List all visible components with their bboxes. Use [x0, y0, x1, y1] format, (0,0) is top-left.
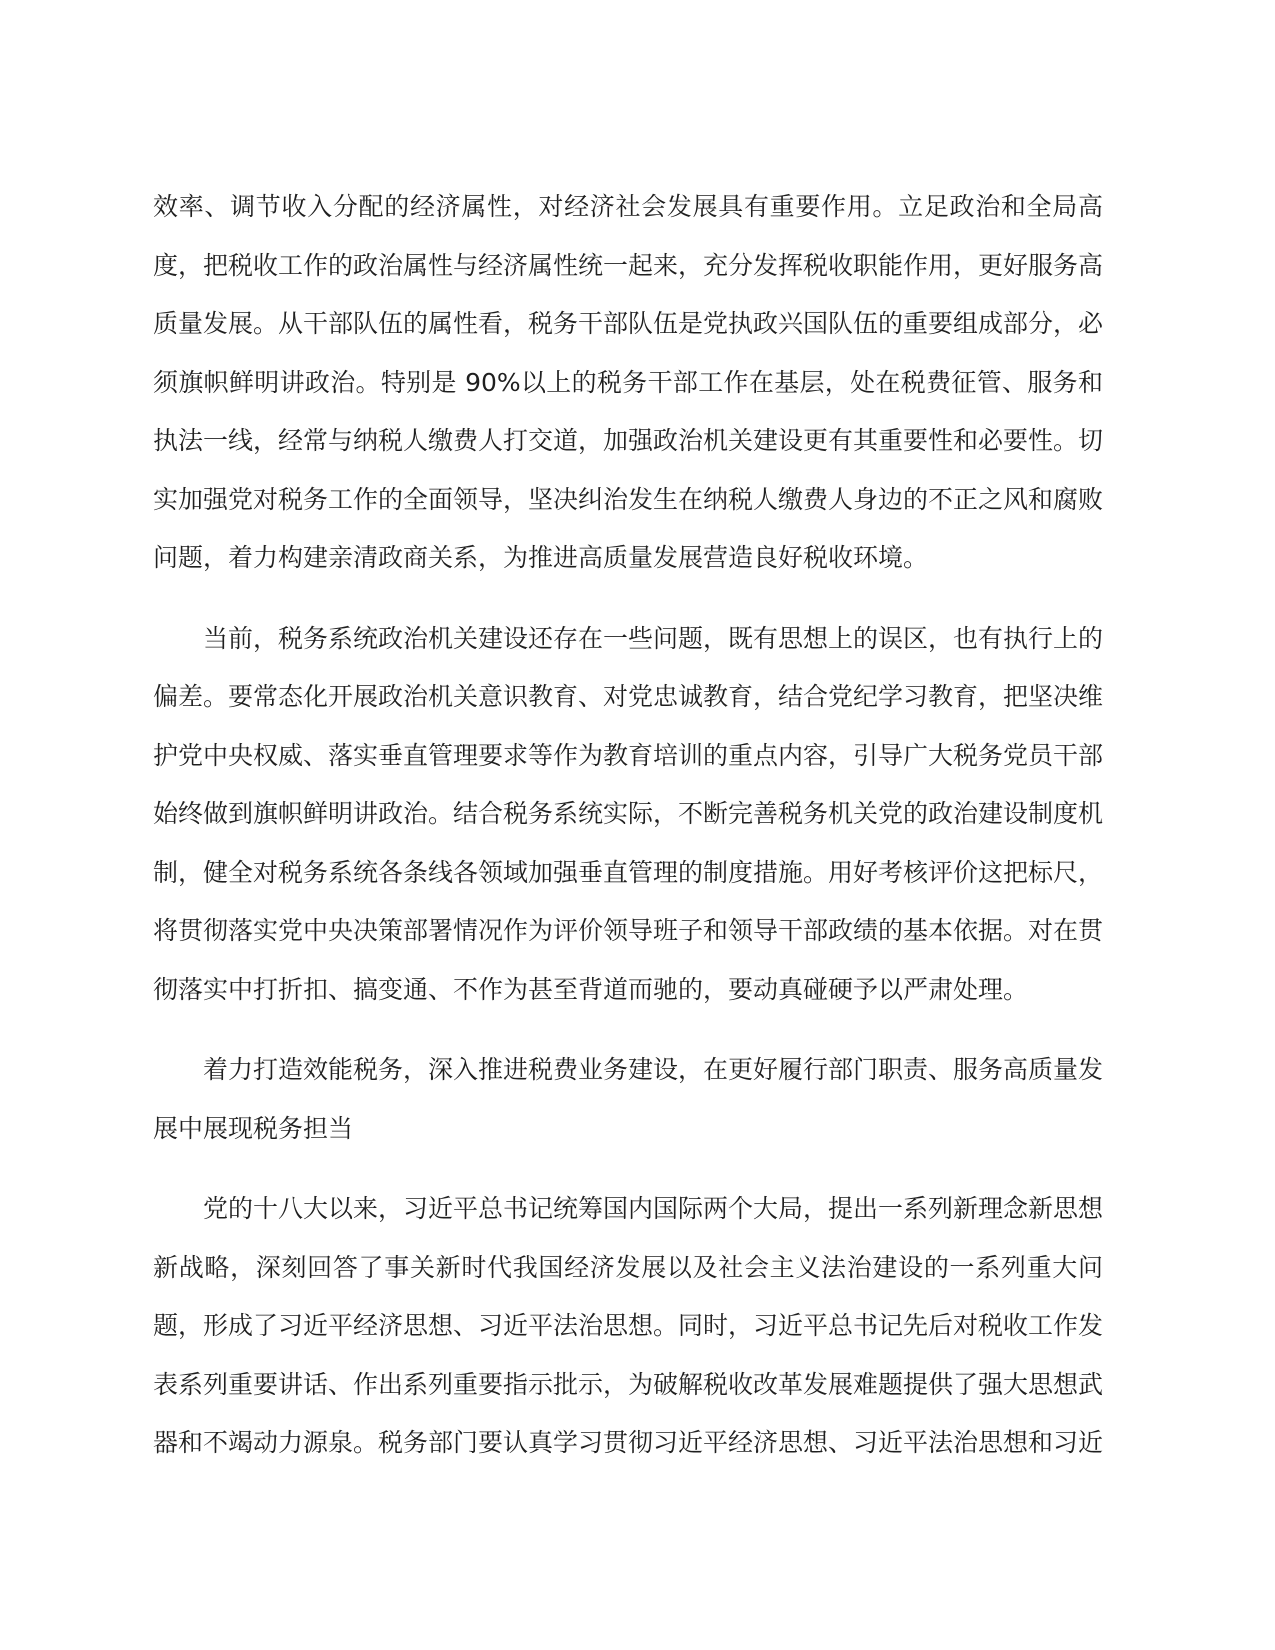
document-body: [153, 178, 1103, 1473]
paragraph: 当前，税务系统政治机关建设还存在一些问题，既有思想上的误区，也有执行上的偏差。要常态化开展政治机关意识教育、对党忠诚教育，结合党纪学习教育，把坚决维护党中央权威、落实垂直管理要求等作为教育培训的重点内容，引导广大税务党员干部始终做到旗帜鲜明讲政治。结合税务系统实际，不断完善税务机关党的政治建设制度机制，健全对税务系统各条线各领域加强垂直管理的制度措施。用好考核评价这把标尺，将贯彻落实党中央决策部署情况作为评价领导班子和领导干部政绩的基本依据。对在贯彻落实中打折扣、搞变通、不作为甚至背道而驰的，要动真碰硬予以严肃处理。: [153, 623, 1104, 1004]
paragraph: 效率、调节收入分配的经济属性，对经济社会发展具有重要作用。立足政治和全局高度，把税收工作的政治属性与经济属性统一起来，充分发挥税收职能作用，更好服务高质量发展。从干部队伍的属性看，税务干部队伍是党执政兴国队伍的重要组成部分，必须旗帜鲜明讲政治。特别是 90%以上的税务干部工作在基层，处在税费征管、服务和执法一线，经常与纳税人缴费人打交道，加强政治机关建设更有其重要性和必要性。切实加强党对税务工作的全面领导，坚决纠治发生在纳税人缴费人身边的不正之风和腐败问题，着力构建亲清政商关系，为推进高质量发展营造良好税收环境。: [153, 192, 1104, 572]
paragraph: 党的十八大以来，习近平总书记统筹国内国际两个大局，提出一系列新理念新思想新战略，深刻回答了事关新时代我国经济发展以及社会主义法治建设的一系列重大问题，形成了习近平经济思想、习近平法治思想。同时，习近平总书记先后对税收工作发表系列重要讲话、作出系列重要指示批示，为破解税收改革发展难题提供了强大思想武器和不竭动力源泉。税务部门要认真学习贯彻习近平经济思想、习近平法治思想和习近: [153, 1194, 1104, 1457]
section-heading: 着力打造效能税务，深入推进税费业务建设，在更好履行部门职责、服务高质量发展中展现税务担当: [153, 1055, 1104, 1143]
